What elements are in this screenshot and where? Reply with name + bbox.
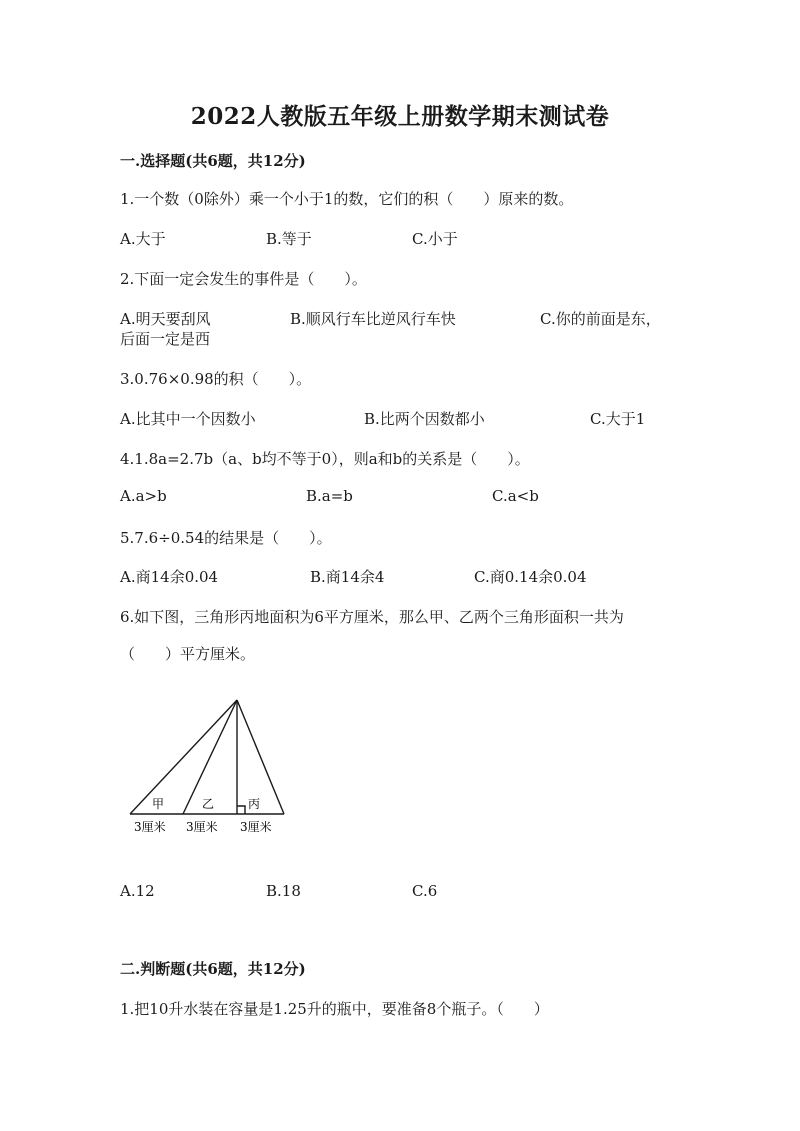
q1-option-a: A.大于	[120, 230, 166, 248]
q1-option-b: B.等于	[266, 230, 312, 248]
q3-option-c: C.大于1	[590, 410, 646, 428]
figure-right-edge	[237, 700, 284, 814]
q2-option-c-continued: 后面一定是西	[120, 330, 211, 348]
measure-3: 3厘米	[240, 820, 272, 834]
question-1: 1.一个数（0除外）乘一个小于1的数，它们的积（ ）原来的数。	[120, 190, 574, 208]
question-5: 5.7.6÷0.54的结果是（ ）。	[120, 529, 332, 547]
q1-option-c: C.小于	[412, 230, 458, 248]
question-2: 2.下面一定会发生的事件是（ ）。	[120, 270, 367, 288]
page-title: 2022人教版五年级上册数学期末测试卷	[190, 103, 610, 130]
q3-option-a: A.比其中一个因数小	[120, 410, 256, 428]
q4-option-a: A.a>b	[120, 487, 167, 505]
measure-1: 3厘米	[134, 820, 166, 834]
label-jia: 甲	[152, 797, 165, 811]
q5-option-b: B.商14余4	[310, 568, 385, 586]
section-2-heading: 二.判断题(共6题，共12分)	[120, 960, 306, 978]
q4-option-c: C.a<b	[492, 487, 539, 505]
q5-option-a: A.商14余0.04	[120, 568, 219, 586]
judge-question-1: 1.把10升水装在容量是1.25升的瓶中，要准备8个瓶子。（ ）	[120, 1000, 549, 1018]
label-bing: 丙	[248, 797, 261, 811]
measure-2: 3厘米	[186, 820, 218, 834]
q2-option-a: A.明天要刮风	[120, 310, 211, 328]
q5-option-c: C.商0.14余0.04	[474, 568, 587, 586]
q6-option-a: A.12	[120, 882, 155, 900]
figure-left-edge	[130, 700, 237, 814]
q3-option-b: B.比两个因数都小	[364, 410, 485, 428]
section-1-heading: 一.选择题(共6题，共12分)	[120, 152, 306, 170]
q6-option-b: B.18	[266, 882, 301, 900]
label-yi: 乙	[202, 797, 215, 811]
q2-option-b: B.顺风行车比逆风行车快	[290, 310, 456, 328]
question-6-continued: （ ）平方厘米。	[120, 645, 256, 663]
question-3: 3.0.76×0.98的积（ ）。	[120, 370, 312, 388]
question-4: 4.1.8a=2.7b（a、b均不等于0），则a和b的关系是（ ）。	[120, 450, 530, 468]
question-6: 6.如下图，三角形丙地面积为6平方厘米，那么甲、乙两个三角形面积一共为	[120, 608, 624, 626]
q6-option-c: C.6	[412, 882, 438, 900]
right-angle-marker	[237, 806, 245, 814]
q4-option-b: B.a=b	[306, 487, 353, 505]
q2-option-c: C.你的前面是东，	[540, 310, 661, 328]
triangle-figure	[120, 690, 300, 840]
